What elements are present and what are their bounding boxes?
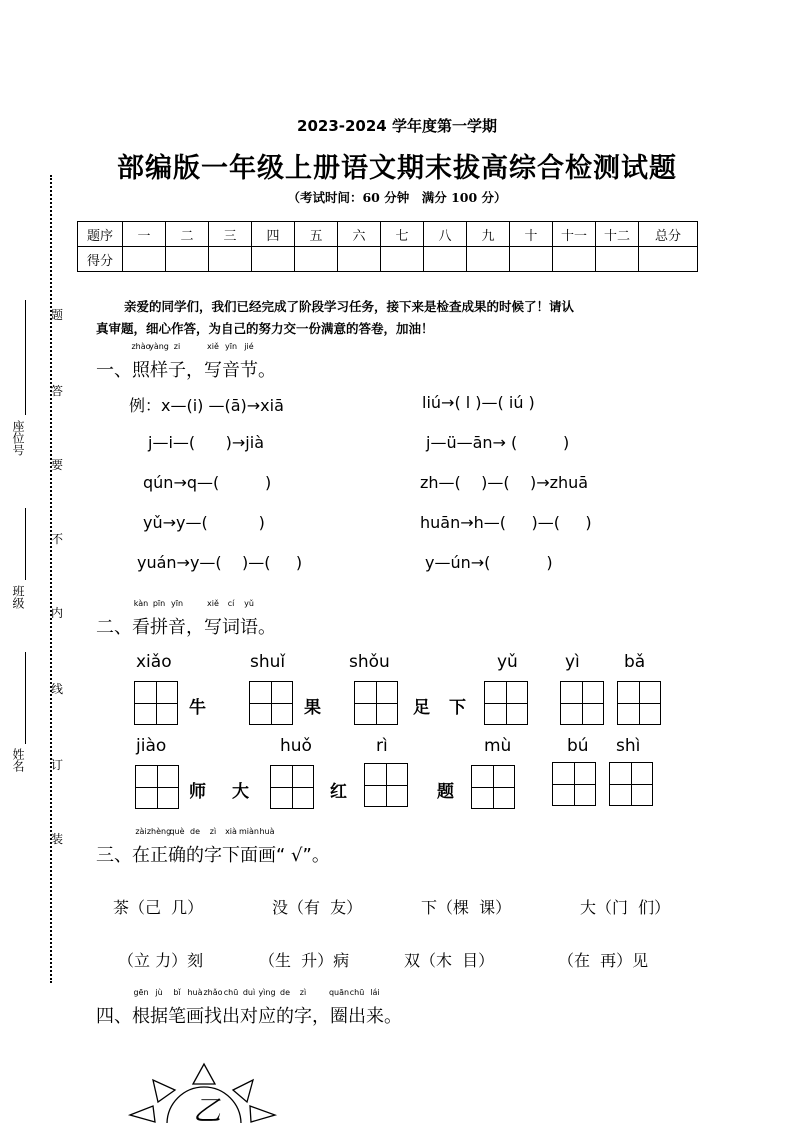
name-label: 姓名 — [11, 748, 25, 772]
class-label: 班级 — [11, 585, 25, 609]
section-2-title — [96, 599, 276, 639]
binding-notice-char: 订 — [50, 758, 63, 772]
title-character — [168, 342, 186, 382]
title-hanzi: ， — [186, 360, 204, 381]
section-1-title — [96, 342, 276, 382]
phonics-item: qún→q—( ) — [143, 473, 272, 492]
given-character: 果 — [304, 698, 321, 718]
pinyin-prompt: shuǐ — [250, 652, 286, 672]
seat-number-label: 座位号 — [11, 420, 25, 456]
phonics-item: j—i—( )→jià — [148, 433, 264, 452]
exam-subtitle: （考试时间：60 分钟 满分 100 分） — [287, 190, 507, 205]
title-hanzi: ， — [186, 617, 204, 638]
phonics-item: yuán→y—( )—( ) — [137, 553, 303, 572]
score-table — [77, 221, 698, 272]
title-hanzi: 语 — [240, 617, 258, 638]
score-input-cell[interactable] — [467, 247, 510, 272]
title-character — [258, 356, 276, 382]
title-character — [186, 613, 204, 639]
title-hanzi: ， — [312, 1006, 330, 1027]
title-character — [240, 342, 258, 382]
score-cell: 十 — [510, 222, 553, 247]
score-table-header-row — [78, 222, 698, 247]
title-hanzi: 笔 — [168, 1006, 186, 1027]
sun-ray — [153, 1080, 175, 1102]
title-character — [258, 988, 276, 1028]
tian-grid-box[interactable] — [135, 765, 179, 809]
pinyin-annotation: xiě — [207, 342, 219, 351]
score-cell: 八 — [424, 222, 467, 247]
title-hanzi: 对 — [240, 1006, 258, 1027]
pinyin-annotation: chū — [223, 988, 239, 997]
pinyin-annotation: de — [280, 988, 290, 997]
intro-line-1: 亲爱的同学们，我们已经完成了阶段学习任务，接下来是检查成果的时候了！请认 — [124, 299, 575, 314]
phonics-item: huān→h—( )—( ) — [420, 513, 592, 532]
title-character — [204, 827, 222, 867]
title-hanzi: 节 — [240, 360, 258, 381]
title-character — [204, 599, 222, 639]
title-character — [348, 988, 366, 1028]
pinyin-annotation: yǔ — [244, 599, 254, 608]
title-hanzi: 。 — [384, 1006, 402, 1027]
title-character — [258, 827, 276, 867]
title-character — [276, 988, 294, 1028]
intro-line-2: 真审题，细心作答，为自己的努力交一份满意的答卷，加油！ — [96, 321, 434, 336]
score-cell: 六 — [338, 222, 381, 247]
sun-ray — [130, 1106, 155, 1122]
title-hanzi: 词 — [222, 617, 240, 638]
title-hanzi: 面 — [240, 845, 258, 866]
binding-notice-char: 装 — [50, 832, 63, 846]
phonics-item: zh—( )—( )→zhuā — [420, 473, 589, 492]
phonics-item: j—ü—ān→ ( ) — [426, 433, 570, 452]
score-input-cell[interactable] — [252, 247, 295, 272]
pinyin-prompt: yì — [565, 652, 580, 672]
choice-item[interactable]: （在 再）见 — [558, 951, 649, 970]
title-hanzi: 据 — [150, 1006, 168, 1027]
title-hanzi: 圈 — [330, 1006, 348, 1027]
title-character — [328, 988, 350, 1028]
pinyin-annotation: zhào — [131, 342, 151, 351]
pinyin-annotation: cí — [227, 599, 235, 608]
tian-grid-box[interactable] — [552, 762, 596, 806]
pinyin-annotation: huà — [259, 827, 275, 836]
title-hanzi: 。 — [258, 360, 276, 381]
score-input-cell[interactable] — [338, 247, 381, 272]
section-3-title — [96, 827, 330, 867]
title-hanzi: 子 — [168, 360, 186, 381]
binding-notice-char: 题 — [50, 308, 63, 322]
title-hanzi: 的 — [186, 845, 204, 866]
score-input-cell[interactable] — [381, 247, 424, 272]
given-character: 下 — [449, 698, 466, 718]
score-cell: 十二 — [596, 222, 639, 247]
sun-ray — [193, 1064, 215, 1084]
title-hanzi: 来 — [366, 1006, 384, 1027]
phonics-item: liú→( l )—( iú ) — [422, 393, 535, 412]
tian-grid-box[interactable] — [134, 681, 178, 725]
score-cell: 二 — [166, 222, 209, 247]
score-cell: 四 — [252, 222, 295, 247]
tian-grid-box[interactable] — [270, 765, 314, 809]
title-hanzi: 看 — [132, 617, 150, 638]
score-cell: 五 — [295, 222, 338, 247]
pinyin-annotation: yīn — [170, 599, 184, 608]
title-character — [203, 988, 223, 1028]
title-character — [240, 988, 258, 1028]
title-character — [132, 599, 150, 639]
given-character: 牛 — [189, 698, 206, 718]
title-hanzi: 出 — [222, 1006, 240, 1027]
title-hanzi: 写 — [204, 360, 222, 381]
binding-dotted-line — [50, 175, 52, 983]
school-year-term: 2023-2024 学年度第一学期 — [297, 117, 497, 135]
title-character — [131, 342, 151, 382]
pinyin-annotation: bǐ — [173, 988, 181, 997]
title-character — [294, 988, 312, 1028]
score-cell: 一 — [123, 222, 166, 247]
title-hanzi: 正 — [150, 845, 168, 866]
pinyin-annotation: gēn — [133, 988, 149, 997]
stroke-glyph: 乙 — [193, 1094, 222, 1123]
pinyin-prompt: yǔ — [497, 652, 518, 672]
pinyin-annotation: zi — [173, 342, 181, 351]
tian-grid-box[interactable] — [249, 681, 293, 725]
pinyin-annotation: zì — [299, 988, 307, 997]
title-hanzi: 的 — [276, 1006, 294, 1027]
title-hanzi: 应 — [258, 1006, 276, 1027]
title-hanzi: 写 — [204, 617, 222, 638]
pinyin-prompt: huǒ — [280, 736, 312, 756]
choice-item[interactable]: 没（有 友） — [272, 898, 363, 917]
tian-grid-box[interactable] — [617, 681, 661, 725]
given-character: 红 — [330, 782, 347, 802]
title-character — [366, 988, 384, 1028]
class-line — [25, 508, 26, 580]
title-character — [186, 356, 204, 382]
pinyin-prompt: bǎ — [624, 652, 646, 672]
phonics-item: 例：x—(i) —(ā)→xiā — [129, 396, 284, 415]
score-cell: 总分 — [639, 222, 698, 247]
pinyin-annotation: zhǎo — [203, 988, 223, 997]
score-input-cell[interactable] — [424, 247, 467, 272]
title-character — [146, 827, 172, 867]
title-character — [258, 613, 276, 639]
title-character — [168, 599, 186, 639]
pinyin-prompt: shǒu — [349, 652, 390, 672]
pinyin-annotation: zài — [135, 827, 147, 836]
title-hanzi: 照 — [132, 360, 150, 381]
pinyin-annotation: chū — [349, 988, 365, 997]
pinyin-annotation: miàn — [239, 827, 259, 836]
title-hanzi: “ √”。 — [276, 845, 330, 866]
title-hanzi: 字 — [294, 1006, 312, 1027]
choice-item[interactable]: （生 升）病 — [259, 951, 350, 970]
title-character — [222, 988, 240, 1028]
title-character — [240, 599, 258, 639]
score-table-score-row — [78, 247, 698, 272]
section-number: 三、 — [96, 845, 132, 866]
choice-item[interactable]: （立 力）刻 — [118, 951, 204, 970]
title-character — [132, 827, 150, 867]
title-hanzi: 确 — [168, 845, 186, 866]
title-hanzi: 根 — [132, 1006, 150, 1027]
choice-item[interactable]: 大（门 们） — [580, 898, 671, 917]
pinyin-annotation: yàng — [149, 342, 169, 351]
choice-item[interactable]: 下（棵 课） — [421, 898, 512, 917]
choice-item[interactable]: 双（木 目） — [404, 951, 495, 970]
sun-stroke-illustration — [125, 1060, 285, 1123]
score-input-cell[interactable] — [123, 247, 166, 272]
pinyin-annotation: duì — [242, 988, 256, 997]
title-hanzi: 音 — [168, 617, 186, 638]
binding-notice-char: 不 — [50, 532, 63, 546]
given-character: 题 — [437, 782, 454, 802]
pinyin-annotation: xià — [225, 827, 237, 836]
pinyin-annotation: de — [190, 827, 200, 836]
score-cell: 三 — [209, 222, 252, 247]
score-cell: 七 — [381, 222, 424, 247]
pinyin-annotation: pīn — [152, 599, 166, 608]
binding-notice-char: 要 — [50, 458, 63, 472]
pinyin-prompt: bú — [567, 736, 589, 756]
score-input-cell[interactable] — [510, 247, 553, 272]
tian-grid-box[interactable] — [609, 762, 653, 806]
binding-notice-char: 线 — [50, 682, 63, 696]
title-character — [312, 1002, 330, 1028]
title-character — [222, 599, 240, 639]
title-character — [222, 827, 240, 867]
exam-title: 部编版一年级上册语文期末拔高综合检测试题 — [117, 153, 677, 184]
pinyin-annotation: lái — [370, 988, 380, 997]
sun-ray — [250, 1106, 275, 1122]
title-hanzi: 找 — [204, 1006, 222, 1027]
title-hanzi: 下 — [222, 845, 240, 866]
pinyin-annotation: yìng — [258, 988, 276, 997]
phonics-item: yǔ→y—( ) — [143, 513, 265, 532]
score-input-cell[interactable] — [166, 247, 209, 272]
pinyin-annotation: zhèng — [146, 827, 172, 836]
pinyin-annotation: jù — [155, 988, 163, 997]
title-hanzi: 拼 — [150, 617, 168, 638]
binding-notice-char: 内 — [50, 606, 63, 620]
phonics-item: y—ún→( ) — [425, 553, 553, 572]
pinyin-annotation: quān — [328, 988, 350, 997]
title-hanzi: 出 — [348, 1006, 366, 1027]
binding-notice-char: 答 — [50, 384, 63, 398]
title-hanzi: 画 — [258, 845, 276, 866]
tian-grid-box[interactable] — [484, 681, 528, 725]
name-line — [25, 652, 26, 744]
pinyin-prompt: mù — [484, 736, 512, 756]
tian-grid-box[interactable] — [354, 681, 398, 725]
title-hanzi: 字 — [204, 845, 222, 866]
pinyin-prompt: jiào — [136, 736, 167, 756]
pinyin-prompt: xiǎo — [136, 652, 172, 672]
pinyin-prompt: shì — [616, 736, 641, 756]
title-character — [276, 841, 330, 867]
title-character — [149, 342, 169, 382]
title-character — [150, 988, 168, 1028]
score-input-cell[interactable] — [209, 247, 252, 272]
pinyin-annotation: kàn — [133, 599, 149, 608]
title-character — [168, 827, 186, 867]
seat-number-line — [25, 300, 26, 415]
title-character — [239, 827, 259, 867]
pinyin-annotation: yīn — [224, 342, 238, 351]
title-character — [132, 988, 150, 1028]
pinyin-annotation: huà — [187, 988, 203, 997]
title-hanzi: 音 — [222, 360, 240, 381]
choice-item[interactable]: 茶（己 几） — [113, 898, 204, 917]
sun-ray — [233, 1080, 253, 1102]
tian-grid-box[interactable] — [560, 681, 604, 725]
pinyin-prompt: rì — [376, 736, 388, 756]
title-character — [150, 599, 168, 639]
title-character — [222, 342, 240, 382]
score-input-cell[interactable] — [553, 247, 596, 272]
pinyin-annotation: xiě — [207, 599, 219, 608]
pinyin-annotation: jié — [244, 342, 254, 351]
section-number: 一、 — [96, 360, 132, 381]
pinyin-annotation: què — [169, 827, 185, 836]
section-number: 二、 — [96, 617, 132, 638]
section-number: 四、 — [96, 1006, 132, 1027]
title-hanzi: 在 — [132, 845, 150, 866]
title-hanzi: 。 — [258, 617, 276, 638]
title-hanzi: 画 — [186, 1006, 204, 1027]
title-character — [186, 988, 204, 1028]
section-4-title — [96, 988, 402, 1028]
title-character — [186, 827, 204, 867]
title-character — [204, 342, 222, 382]
given-character: 师 — [189, 782, 206, 802]
score-label-cell: 得分 — [78, 247, 123, 272]
given-character: 足 — [413, 698, 430, 718]
tian-grid-box[interactable] — [471, 765, 515, 809]
given-character: 大 — [232, 782, 249, 802]
score-cell: 九 — [467, 222, 510, 247]
score-input-cell[interactable] — [295, 247, 338, 272]
tian-grid-box[interactable] — [364, 763, 408, 807]
score-cell: 题序 — [78, 222, 123, 247]
pinyin-annotation: zì — [209, 827, 217, 836]
score-input-cell[interactable] — [639, 247, 698, 272]
score-input-cell[interactable] — [596, 247, 639, 272]
title-hanzi: 样 — [150, 360, 168, 381]
title-character — [384, 1002, 402, 1028]
title-character — [168, 988, 186, 1028]
score-cell: 十一 — [553, 222, 596, 247]
